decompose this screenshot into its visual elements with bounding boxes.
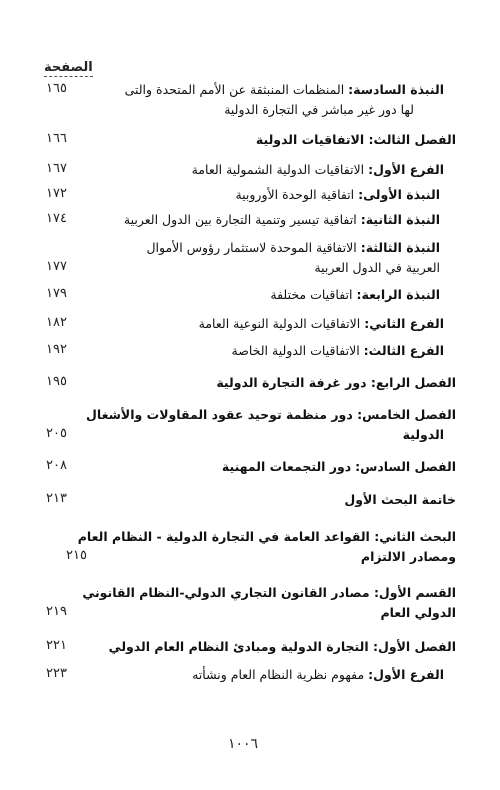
entry-page-number: ٢١٥ [66,548,87,563]
toc-entry [40,490,456,510]
entry-page-number: ١٦٥ [46,81,67,96]
entry-line: الفصل السادس: دور التجمعات المهنية [221,459,456,474]
toc-entry [40,314,456,334]
entry-line: الفصل الرابع: دور غرفة التجارة الدولية [216,375,456,390]
entry-line: خاتمة البحث الأول [344,492,456,507]
entry-continuation: الدولي العام [380,605,456,620]
entry-page-number: ١٨٢ [46,315,67,330]
entry-line: النبذة السادسة: المنظمات المنبثقة عن الأمم المتحدة والتى [124,82,444,97]
toc-entry [40,130,456,150]
entry-line: الفرع الأول: الاتفاقيات الدولية الشمولية العامة [191,162,444,177]
entry-page-number: ١٧٩ [46,286,67,301]
entry-page-number: ١٦٧ [46,161,67,176]
toc-entry [40,373,456,393]
toc-entry [40,185,456,205]
entry-line: النبذة الثانية: اتفاقية تيسير وتنمية التجارة بين الدول العربية [123,212,440,227]
toc-entry [40,405,456,445]
toc-entry [40,285,456,305]
toc-entry [40,527,456,567]
toc-entry [40,583,456,623]
entry-page-number: ١٦٦ [46,131,67,146]
entry-page-number: ٢٠٨ [46,458,67,473]
entry-page-number: ٢٠٥ [46,426,67,441]
entry-line: الفرع الثالث: الاتفاقيات الدولية الخاصة [231,343,444,358]
entry-continuation: الدولية [402,427,444,442]
entry-line: البحث الثاني: القواعد العامة في التجارة الدولية - النظام العام [77,529,456,544]
toc-entry [40,80,456,120]
entry-page-number: ١٩٥ [46,374,67,389]
entry-line: النبذة الرابعة: اتفاقيات مختلفة [270,287,440,302]
entry-line: الفرع الثاني: الاتفاقيات الدولية النوعية العامة [198,316,444,331]
entry-page-number: ١٧٢ [46,186,67,201]
entry-line: الفرع الأول: مفهوم نظرية النظام العام ونشأته [192,667,444,682]
entry-continuation: لها دور غير مباشر في التجارة الدولية [224,102,414,117]
entry-page-number: ٢٢٣ [46,666,67,681]
toc-entry [40,210,456,230]
toc-entry [40,665,456,685]
toc-entry [40,457,456,477]
entry-line: النبذة الأولى: اتفاقية الوحدة الأوروبية [235,187,440,202]
toc-entry [40,238,456,278]
entry-line: الفصل الخامس: دور منظمة توحيد عقود المقاولات والأشغال [86,407,456,422]
entry-line: القسم الأول: مصادر القانون التجاري الدولي-النظام القانوني [82,585,456,600]
toc-entry [40,637,456,657]
entry-line: النبذة الثالثة: الاتفاقية الموحدة لاستثمار رؤوس الأموال [146,240,440,255]
entry-page-number: ٢١٣ [46,491,67,506]
entry-page-number: ١٧٤ [46,211,67,226]
entry-page-number: ٢١٩ [46,604,67,619]
entry-line: الفصل الأول: التجارة الدولية ومبادئ النظام العام الدولي [108,639,456,654]
entry-continuation: العربية في الدول العربية [314,260,440,275]
entry-line: الفصل الثالث: الاتفاقيات الدولية [255,132,456,147]
entry-page-number: ٢٢١ [46,638,67,653]
toc-entry [40,160,456,180]
entry-page-number: ١٩٢ [46,342,67,357]
entry-continuation: ومصادر الالتزام [360,549,456,564]
page-column-header: الصفحة [44,60,93,75]
toc-entry [40,341,456,361]
page-number: ١٠٠٦ [228,736,259,752]
entry-page-number: ١٧٧ [46,259,67,274]
